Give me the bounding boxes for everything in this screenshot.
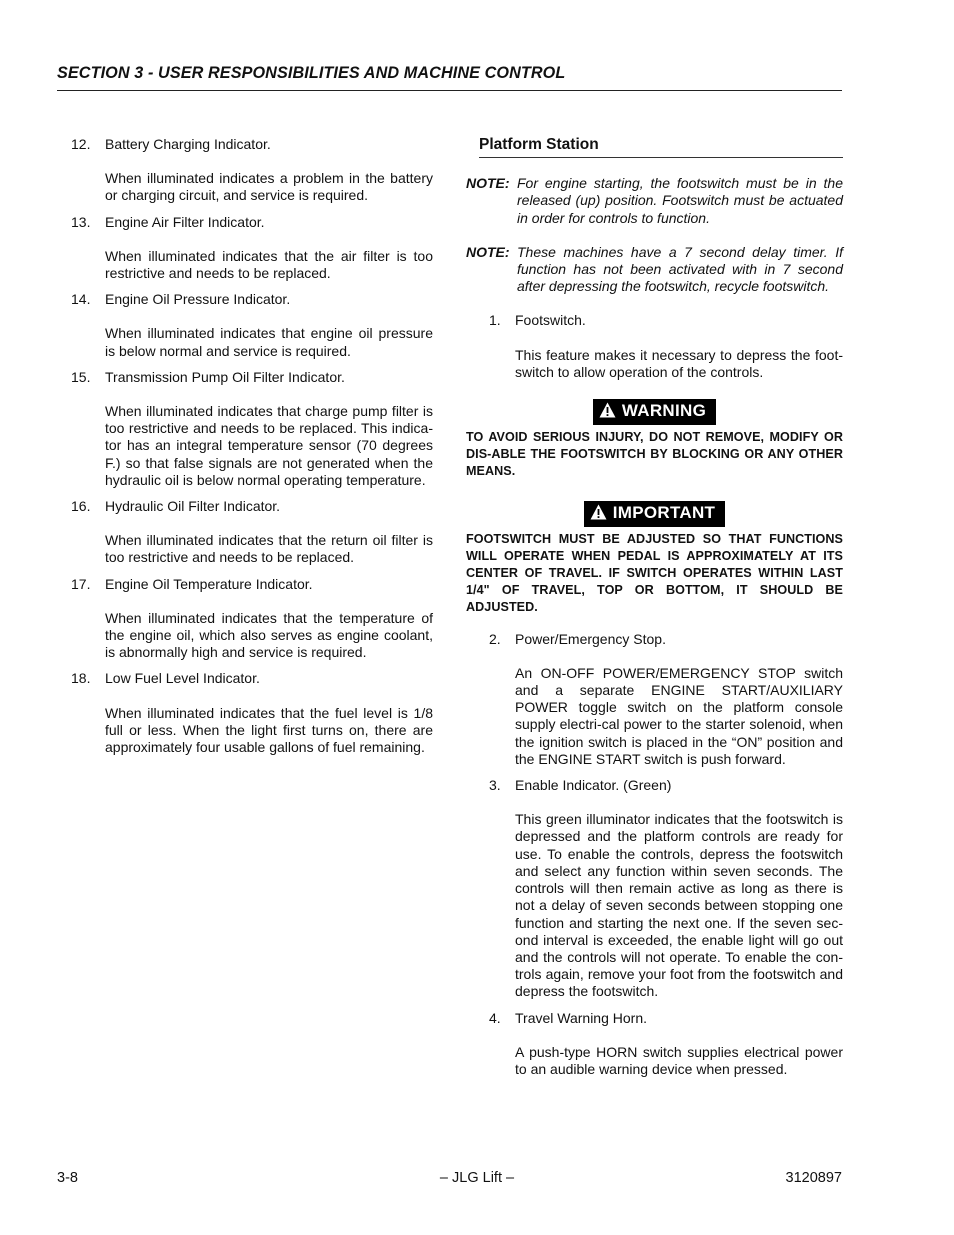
list-item (57, 214, 433, 283)
item-title: Battery Charging Indicator. (105, 136, 271, 152)
item-number: 12. (71, 136, 91, 152)
item-description: When illuminated indicates that engine oil pressure is below normal and service is required. (105, 325, 433, 359)
section-header: SECTION 3 - USER RESPONSIBILITIES AND MACHINE CONTROL (57, 64, 566, 82)
item-number: 18. (71, 670, 91, 687)
list-item (466, 777, 843, 1000)
item-description: When illuminated indicates that charge pump filter is too restrictive and needs to be replaced. This indica-tor has an integral temperature sensor (70 degrees F.) so that false signals are not generated when the hydraulic oil is below normal operating temperature. (105, 403, 433, 488)
warning-badge (593, 399, 716, 425)
item-description: This feature makes it necessary to depress the foot-switch to allow operation of the controls. (515, 346, 843, 380)
item-description: When illuminated indicates that the temperature of the engine oil, which also serves as engine coolant, is abnormally high and service is required. (105, 609, 433, 661)
item-description: A push-type HORN switch supplies electrical power to an audible warning device when pressed. (515, 1043, 843, 1077)
item-number: 16. (71, 498, 91, 515)
list-item (466, 631, 843, 768)
item-number: 14. (71, 291, 91, 308)
list-item (57, 291, 433, 360)
page-number: 3-8 (57, 1170, 78, 1186)
item-description: When illuminated indicates a problem in the battery or charging circuit, and service is required. (105, 170, 433, 204)
list-item (57, 670, 433, 756)
list-item (466, 1010, 843, 1079)
item-description: An ON-OFF POWER/EMERGENCY STOP switch and a separate ENGINE START/AUXILIARY POWER toggle switch on the platform console supply electri-cal power to the starter solenoid, when the ignition switch is placed in the “ON” position and the ENGINE START switch is push forward. (515, 664, 843, 767)
warning-triangle-icon (599, 402, 616, 423)
list-item (57, 136, 433, 205)
item-number: 4. (489, 1009, 501, 1026)
left-column (57, 136, 433, 756)
header-rule (57, 90, 842, 91)
item-title: Enable Indicator. (Green) (515, 777, 672, 794)
item-title: Footswitch. (515, 312, 586, 329)
document-number: 3120897 (785, 1170, 842, 1186)
right-column (466, 136, 843, 1078)
item-title: Engine Oil Pressure Indicator. (105, 291, 291, 308)
item-title: Engine Air Filter Indicator. (105, 213, 265, 230)
item-number: 17. (71, 575, 91, 592)
item-title: Hydraulic Oil Filter Indicator. (105, 498, 281, 515)
note (466, 244, 843, 296)
warning-text: TO AVOID SERIOUS INJURY, DO NOT REMOVE, MODIFY OR DIS-ABLE THE FOOTSWITCH BY BLOCKING OR ANY OTHER MEANS. (466, 430, 843, 479)
item-number: 3. (489, 777, 501, 794)
list-item (466, 312, 843, 381)
note-text: For engine starting, the footswitch must be in the released (up) position. Footswitch must be actuated in order for controls to function. (517, 175, 843, 226)
item-number: 15. (71, 368, 91, 385)
item-number: 2. (489, 630, 501, 647)
list-item (57, 576, 433, 662)
list-item (57, 498, 433, 567)
warning-label: WARNING (621, 401, 707, 421)
note-text: These machines have a 7 second delay timer. If function has not been activated with in 7 second after depressing the footswitch, recycle footswitch. (517, 243, 843, 295)
note (466, 175, 843, 227)
item-title: Low Fuel Level Indicator. (105, 670, 260, 687)
item-description: When illuminated indicates that the fuel level is 1/8 full or less. When the light first turns on, there are approximately four usable gallons of fuel remaining. (105, 704, 433, 756)
item-number: 1. (489, 312, 501, 329)
item-description: This green illuminator indicates that the footswitch is depressed and the platform controls are ready for use. To enable the controls, depress the footswitch and select any function within seven seconds. The controls will then remain active as long as there is not a delay of seven seconds between stopping one function and starting the next one. If the seven sec-ond interval is exceeded, the enable light will go out and the controls will not operate. To enable the con-trols again, remove your foot from the footswitch and depress the footswitch. (515, 811, 843, 1000)
section-title: Platform Station (479, 136, 599, 153)
section-rule (479, 157, 843, 158)
important-badge (584, 501, 725, 527)
list-item (57, 369, 433, 489)
item-title: Power/Emergency Stop. (515, 630, 666, 647)
item-number: 13. (71, 213, 91, 230)
important-label: IMPORTANT (612, 502, 716, 522)
warning-triangle-icon (590, 504, 607, 525)
footer-brand: – JLG Lift – (439, 1170, 515, 1186)
item-title: Transmission Pump Oil Filter Indicator. (105, 368, 345, 385)
note-label: NOTE: (466, 175, 510, 192)
important-text: FOOTSWITCH MUST BE ADJUSTED SO THAT FUNCTIONS WILL OPERATE WHEN PEDAL IS APPROXIMATELY AT ITS CENTER OF TRAVEL. IF SWITCH OPERATES WITHIN LAST 1/4" OF TRAVEL, TOP OR BOTTOM, IT SHOULD BE ADJUSTED. (466, 531, 843, 615)
item-title: Engine Oil Temperature Indicator. (105, 575, 313, 592)
item-title: Travel Warning Horn. (515, 1009, 648, 1026)
note-label: NOTE: (466, 243, 510, 260)
item-description: When illuminated indicates that the air filter is too restrictive and needs to be replaced. (105, 247, 433, 282)
item-description: When illuminated indicates that the return oil filter is too restrictive and needs to be replaced. (105, 532, 433, 566)
